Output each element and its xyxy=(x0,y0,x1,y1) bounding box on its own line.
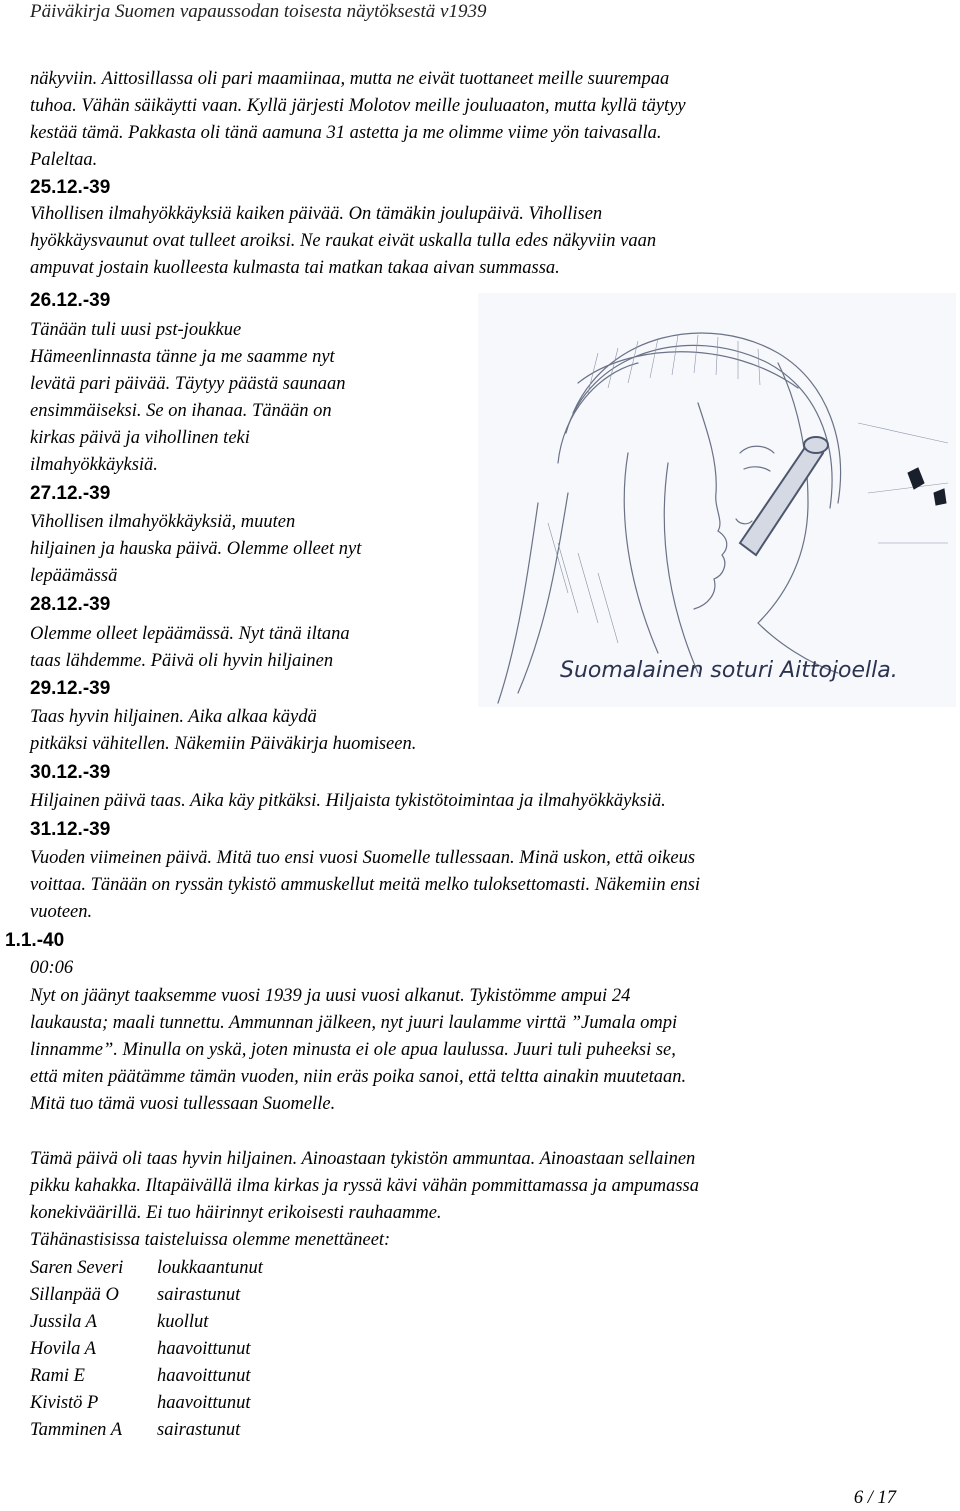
text-line: Olemme olleet lepäämässä. Nyt tänä iltana xyxy=(30,624,350,644)
casualty-name: Jussila A xyxy=(30,1312,97,1332)
entry-date: 25.12.-39 xyxy=(30,177,111,198)
text-line: Vihollisen ilmahyökkäyksiä kaiken päivää. On tämäkin joulupäivä. Vihollisen xyxy=(30,204,603,224)
casualty-status: haavoittunut xyxy=(157,1339,251,1359)
casualty-name: Rami E xyxy=(30,1366,85,1386)
entry-date: 26.12.-39 xyxy=(30,290,111,311)
document-header: Päiväkirja Suomen vapaussodan toisesta näytöksestä v1939 xyxy=(30,1,487,22)
casualty-row xyxy=(30,1363,263,1390)
casualty-status: kuollut xyxy=(157,1312,209,1332)
text-line: lepäämässä xyxy=(30,566,118,586)
casualty-status: sairastunut xyxy=(157,1420,241,1440)
page-number: 6 / 17 xyxy=(853,1488,896,1508)
text-line: hiljainen ja hauska päivä. Olemme olleet nyt xyxy=(30,539,362,559)
casualty-status: haavoittunut xyxy=(157,1366,251,1386)
casualty-status: haavoittunut xyxy=(157,1393,251,1413)
text-line: Taas hyvin hiljainen. Aika alkaa käydä xyxy=(30,707,317,727)
casualty-list xyxy=(30,1255,263,1444)
text-line: kestää tämä. Pakkasta oli tänä aamuna 31 astetta ja me olimme viime yön taivasalla. xyxy=(30,123,662,143)
text-line: Paleltaa. xyxy=(30,150,98,170)
text-line: näkyviin. Aittosillassa oli pari maamiinaa, mutta ne eivät tuottaneet meille suurempaa xyxy=(30,69,670,89)
text-line: ilmahyökkäyksiä. xyxy=(30,455,158,475)
casualty-row xyxy=(30,1282,263,1309)
text-line: Vuoden viimeinen päivä. Mitä tuo ensi vuosi Suomelle tullessaan. Minä uskon, että oikeus xyxy=(30,848,696,868)
entry-date: 28.12.-39 xyxy=(30,594,111,615)
text-line: Hämeenlinnasta tänne ja me saamme nyt xyxy=(30,347,335,367)
text-line: ampuvat jostain kuolleesta kulmasta tai matkan takaa aivan summassa. xyxy=(30,258,560,278)
text-line: että miten päätämme tämän vuoden, niin eräs poika sanoi, että teltta ainakin muutetaan. xyxy=(30,1067,687,1087)
casualty-row xyxy=(30,1390,263,1417)
text-line: Hiljainen päivä taas. Aika käy pitkäksi. Hiljaista tykistötoimintaa ja ilmahyökkäyksiä. xyxy=(30,791,666,811)
casualty-name: Saren Severi xyxy=(30,1258,124,1278)
entry-date: 30.12.-39 xyxy=(30,762,111,783)
text-line: konekiväärillä. Ei tuo häirinnyt erikoisesti rauhaamme. xyxy=(30,1203,442,1223)
casualty-row xyxy=(30,1336,263,1363)
entry-date: 31.12.-39 xyxy=(30,819,111,840)
text-line: pitkäksi vähitellen. Näkemiin Päiväkirja huomiseen. xyxy=(30,734,417,754)
text-line: Tähänastisissa taisteluissa olemme menettäneet: xyxy=(30,1230,391,1250)
text-line: linnamme”. Minulla on yskä, joten minusta ei ole apua laulussa. Juuri tuli puheeksi se, xyxy=(30,1040,676,1060)
casualty-row xyxy=(30,1309,263,1336)
text-line: pikku kahakka. Iltapäivällä ilma kirkas ja ryssä kävi vähän pommittamassa ja ampumassa xyxy=(30,1176,699,1196)
text-line: vuoteen. xyxy=(30,902,93,922)
text-line: voittaa. Tänään on ryssän tykistö ammuskellut meitä melko tuloksettomasti. Näkemiin ensi xyxy=(30,875,701,895)
text-line: Vihollisen ilmahyökkäyksiä, muuten xyxy=(30,512,296,532)
casualty-row xyxy=(30,1255,263,1282)
entry-date: 29.12.-39 xyxy=(30,678,111,699)
casualty-name: Hovila A xyxy=(30,1339,96,1359)
casualty-name: Kivistö P xyxy=(30,1393,99,1413)
entry-date: 27.12.-39 xyxy=(30,483,111,504)
text-line: laukausta; maali tunnettu. Ammunnan jälkeen, nyt juuri laulamme virttä ”Jumala ompi xyxy=(30,1013,678,1033)
text-line: kirkas päivä ja vihollinen teki xyxy=(30,428,250,448)
text-line: ensimmäiseksi. Se on ihanaa. Tänään on xyxy=(30,401,332,421)
casualty-status: sairastunut xyxy=(157,1285,241,1305)
entry-date: 1.1.-40 xyxy=(5,930,65,951)
text-line: Mitä tuo tämä vuosi tullessaan Suomelle. xyxy=(30,1094,336,1114)
casualty-name: Tamminen A xyxy=(30,1420,123,1440)
text-line: Tämä päivä oli taas hyvin hiljainen. Ainoastaan tykistön ammuntaa. Ainoastaan sellainen xyxy=(30,1149,696,1169)
casualty-row xyxy=(30,1417,263,1444)
text-line: tuhoa. Vähän säikäytti vaan. Kyllä järjesti Molotov meille jouluaaton, mutta kyllä täytyy xyxy=(30,96,686,116)
text-line: Tänään tuli uusi pst-joukkue xyxy=(30,320,242,340)
casualty-status: loukkaantunut xyxy=(157,1258,263,1278)
text-line: 00:06 xyxy=(30,958,74,978)
text-line: Nyt on jäänyt taaksemme vuosi 1939 ja uusi vuosi alkanut. Tykistömme ampui 24 xyxy=(30,986,631,1006)
text-line: levätä pari päivää. Täytyy päästä saunaan xyxy=(30,374,346,394)
sketch-caption: Suomalainen soturi Aittojoella. xyxy=(560,658,898,683)
text-line: taas lähdemme. Päivä oli hyvin hiljainen xyxy=(30,651,334,671)
soldier-drawing xyxy=(478,293,956,707)
soldier-sketch xyxy=(478,293,956,707)
casualty-name: Sillanpää O xyxy=(30,1285,119,1305)
text-line: hyökkäysvaunut ovat tulleet aroiksi. Ne raukat eivät uskalla tulla edes näkyviin vaan xyxy=(30,231,657,251)
